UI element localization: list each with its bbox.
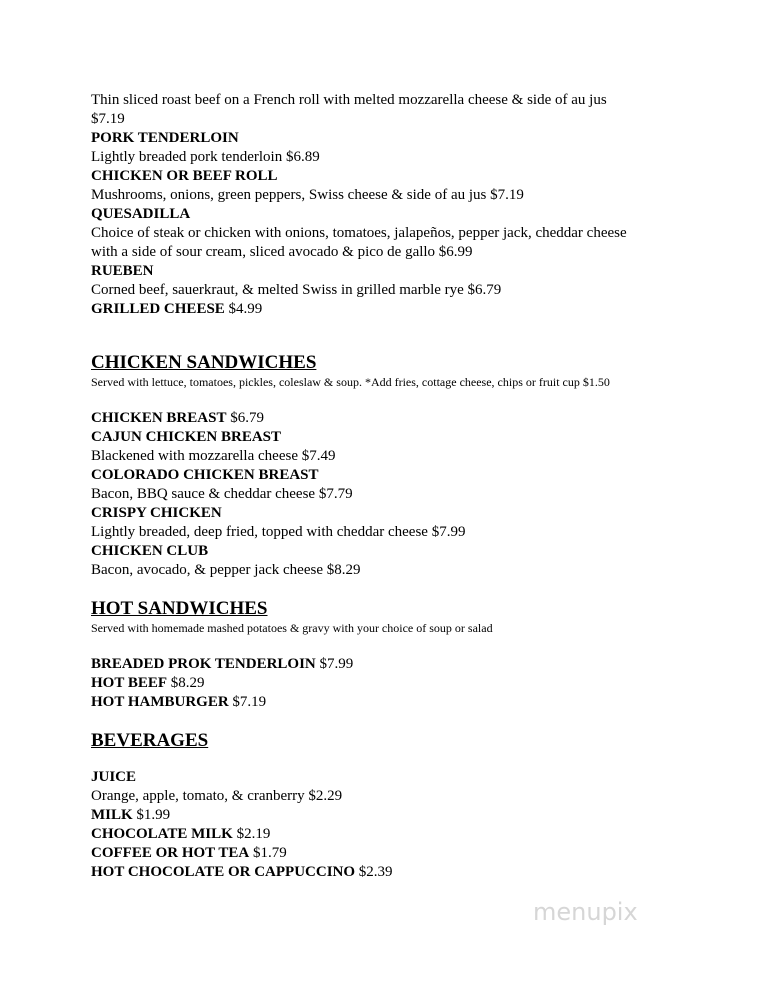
item-price: $6.79 <box>230 410 264 426</box>
item-name: COFFEE OR HOT TEA <box>91 845 250 861</box>
item-desc: with a side of sour cream, sliced avocado & pico de gallo $6.99 <box>91 244 473 260</box>
item-name: GRILLED CHEESE <box>91 301 225 317</box>
item-name: BREADED PROK TENDERLOIN <box>91 656 316 672</box>
item-desc: Lightly breaded, deep fried, topped with cheddar cheese $7.99 <box>91 524 466 540</box>
menu-item <box>91 693 691 712</box>
item-price: $7.99 <box>319 656 354 672</box>
item-desc: Mushrooms, onions, green peppers, Swiss cheese & side of au jus $7.19 <box>91 187 524 203</box>
item-name: MILK <box>91 807 133 823</box>
item-desc: Choice of steak or chicken with onions, tomatoes, jalapeños, pepper jack, cheddar cheese <box>91 225 627 241</box>
item-desc: Orange, apple, tomato, & cranberry $2.29 <box>91 788 343 804</box>
section-heading-beverages: BEVERAGES <box>91 730 209 751</box>
item-price: $7.19 <box>232 694 267 710</box>
item-name: CRISPY CHICKEN <box>91 505 222 521</box>
item-name: QUESADILLA <box>91 206 191 222</box>
menu-page <box>91 91 691 882</box>
item-name: CHOCOLATE MILK <box>91 826 233 842</box>
menu-item <box>91 674 691 693</box>
section-note: Served with lettuce, tomatoes, pickles, coleslaw & soup. *Add fries, cottage cheese, chips or fruit cup $1.50 <box>91 375 610 389</box>
menu-item <box>91 409 691 428</box>
item-desc: Blackened with mozzarella cheese $7.49 <box>91 448 336 464</box>
menupix-watermark-logo: menupix <box>533 898 638 926</box>
item-name: RUEBEN <box>91 263 154 279</box>
item-name: HOT HAMBURGER <box>91 694 229 710</box>
item-name: HOT CHOCOLATE OR CAPPUCCINO <box>91 864 356 880</box>
menu-item <box>91 825 691 844</box>
roast-beef-price: $7.19 <box>91 111 125 127</box>
menu-item <box>91 863 691 882</box>
item-name: CHICKEN BREAST <box>91 410 227 426</box>
item-name: CHICKEN CLUB <box>91 543 209 559</box>
section-heading-hot: HOT SANDWICHES <box>91 598 268 619</box>
item-name: PORK TENDERLOIN <box>91 130 239 146</box>
item-name: JUICE <box>91 769 137 785</box>
item-price: $1.99 <box>136 807 171 823</box>
item-price: $4.99 <box>228 301 263 317</box>
roast-beef-desc: Thin sliced roast beef on a French roll with melted mozzarella cheese & side of au jus <box>91 92 607 108</box>
item-price: $1.79 <box>252 845 287 861</box>
section-note: Served with homemade mashed potatoes & gravy with your choice of soup or salad <box>91 621 493 635</box>
item-price: $2.39 <box>358 864 393 880</box>
item-name: COLORADO CHICKEN BREAST <box>91 467 319 483</box>
item-price: $2.19 <box>236 826 271 842</box>
item-desc: Corned beef, sauerkraut, & melted Swiss in grilled marble rye $6.79 <box>91 282 502 298</box>
menu-item <box>91 655 691 674</box>
item-name: CHICKEN OR BEEF ROLL <box>91 168 278 184</box>
menu-item <box>91 844 691 863</box>
menu-item <box>91 806 691 825</box>
section-heading-chicken: CHICKEN SANDWICHES <box>91 352 317 373</box>
item-name: HOT BEEF <box>91 675 167 691</box>
item-name: CAJUN CHICKEN BREAST <box>91 429 282 445</box>
item-price: $8.29 <box>170 675 205 691</box>
item-desc: Bacon, BBQ sauce & cheddar cheese $7.79 <box>91 486 353 502</box>
item-desc: Bacon, avocado, & pepper jack cheese $8.29 <box>91 562 361 578</box>
item-desc: Lightly breaded pork tenderloin $6.89 <box>91 149 320 165</box>
menu-item <box>91 300 691 319</box>
